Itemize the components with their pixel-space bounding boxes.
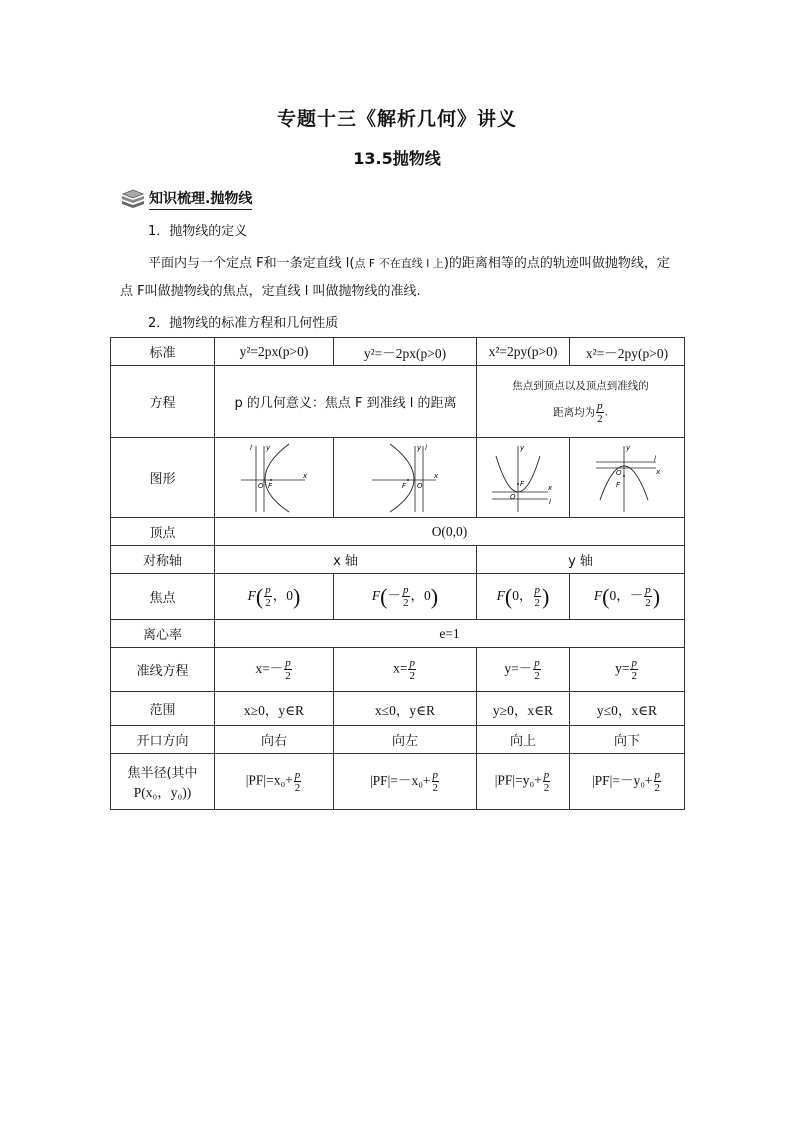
row-focal-radius [111,754,685,810]
svg-text:O: O [258,481,264,490]
svg-text:l: l [549,497,551,506]
range-left: x≤0，y∈R [334,692,477,726]
axis-x: x 轴 [215,546,477,574]
range-right: x≥0，y∈R [215,692,334,726]
focal-left: |PF|=－x₀+ $\frac{p}{2}$ [334,754,477,810]
eq-down: x²=－2py(p>0) [570,338,685,366]
directrix-left: x= $\frac{p}{2}$ [334,648,477,692]
svg-text:x: x [656,467,661,476]
svg-text:O: O [616,468,622,477]
page-title: 专题十三《解析几何》讲义 [276,108,517,130]
eq-up: x²=2py(p>0) [477,338,570,366]
eq-right: y²=2px(p>0) [215,338,334,366]
svg-text:l: l [654,454,656,463]
row-standard [111,338,685,366]
svg-text:x: x [548,483,553,492]
directrix-right: x=－ $\frac{p}{2}$ [215,648,334,692]
focal-right: |PF|=x₀+ $\frac{p}{2}$ [215,754,334,810]
eccentricity-value: e=1 [215,620,685,648]
svg-text:F: F [402,481,407,490]
focal-up: |PF|=y₀+ $\frac{p}{2}$ [477,754,570,810]
svg-text:O: O [417,481,423,490]
distance-note: 焦点到顶点以及顶点到准线的 距离均为 $\frac{p}{2}$ . [477,366,685,438]
row-equation [111,366,685,438]
focal-down: |PF|=－y₀+ $\frac{p}{2}$ [570,754,685,810]
svg-text:F: F [616,480,621,489]
label-range: 范围 [111,692,215,726]
row-vertex [111,518,685,546]
directrix-up: y=－ $\frac{p}{2}$ [477,648,570,692]
range-up: y≥0，x∈R [477,692,570,726]
label-focal-radius: 焦半径(其中 P(x₀，y₀)) [111,754,215,810]
definition-paragraph: 平面内与一个定点 F和一条定直线 l(点 F 不在直线 l 上)的距离相等的点的轨迹叫做抛物线，定点 F叫做抛物线的焦点，定直线 l 叫做抛物线的准线. [120,256,670,299]
label-standard: 标准 [111,338,215,366]
graph-left [334,438,477,518]
focus-right: F( $\frac{p}{2}$ ，0) [215,574,334,620]
row-eccentricity [111,620,685,648]
graph-right [215,438,334,518]
opening-right: 向右 [215,726,334,754]
p-meaning: p 的几何意义：焦点 F 到准线 l 的距离 [215,366,477,438]
label-figure: 图形 [111,438,215,518]
svg-text:l: l [425,443,427,452]
row-focus [111,574,685,620]
row-figure [111,438,685,518]
focus-up: F(0， $\frac{p}{2}$ ) [477,574,570,620]
opening-up: 向上 [477,726,570,754]
axis-y: y 轴 [477,546,685,574]
range-down: y≤0，x∈R [570,692,685,726]
svg-text:F: F [268,481,273,490]
eq-left: y²=－2px(p>0) [334,338,477,366]
item-properties-heading: 2．抛物线的标准方程和几何性质 [148,316,339,331]
section-header [120,188,252,210]
svg-text:x: x [303,471,308,480]
item-definition-heading: 1．抛物线的定义 [148,224,248,239]
label-focus: 焦点 [111,574,215,620]
svg-text:l: l [250,443,252,452]
focus-down: F(0，－ $\frac{p}{2}$ ) [570,574,685,620]
row-range [111,692,685,726]
svg-text:y: y [626,443,631,452]
graph-down [570,438,685,518]
label-eccentricity: 离心率 [111,620,215,648]
opening-left: 向左 [334,726,477,754]
svg-text:F: F [520,479,525,488]
svg-text:x: x [434,471,439,480]
books-icon [120,188,146,210]
row-directrix [111,648,685,692]
svg-text:y: y [266,443,271,452]
label-axis: 对称轴 [111,546,215,574]
svg-text:y: y [520,443,525,452]
section-title: 知识梳理.抛物线 [149,188,252,210]
label-vertex: 顶点 [111,518,215,546]
directrix-down: y= $\frac{p}{2}$ [570,648,685,692]
graph-up [477,438,570,518]
opening-down: 向下 [570,726,685,754]
row-axis [111,546,685,574]
focus-left: F(－ $\frac{p}{2}$ ，0) [334,574,477,620]
svg-text:O: O [510,492,516,501]
row-opening [111,726,685,754]
vertex-value: O(0,0) [215,518,685,546]
label-opening: 开口方向 [111,726,215,754]
svg-text:y: y [417,443,422,452]
properties-table [110,337,685,810]
label-directrix: 准线方程 [111,648,215,692]
page-subtitle: 13.5抛物线 [353,149,441,168]
label-equation: 方程 [111,366,215,438]
